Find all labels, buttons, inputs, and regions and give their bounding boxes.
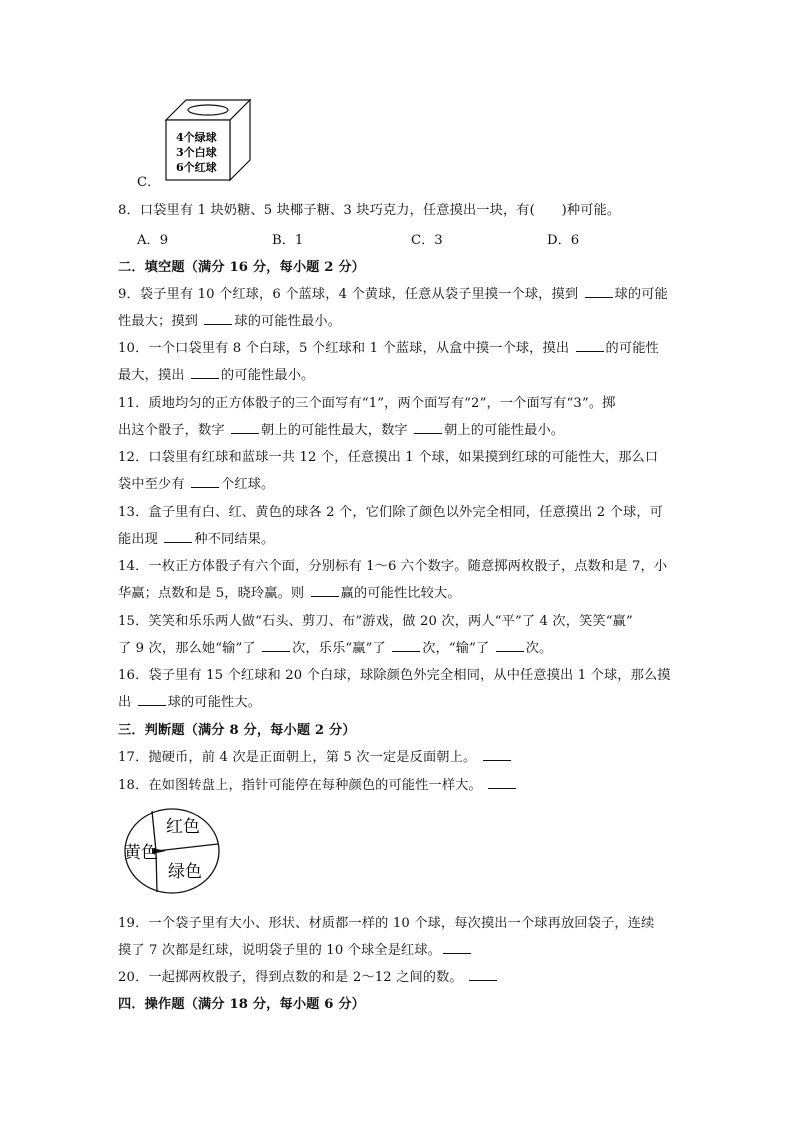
- q10-blank-2[interactable]: [191, 366, 219, 379]
- section-2-title: 二．填空题（满分 16 分，每小题 2 分）: [118, 260, 366, 275]
- q13-line-1: 13．盒子里有白、红、黄色的球各 2 个，它们除了颜色以外完全相同，任意摸出 2 个球，可: [118, 505, 664, 520]
- q8-option-a: A．9: [137, 233, 169, 248]
- q12-blank[interactable]: [191, 475, 219, 488]
- q9-line-1: 9．袋子里有 10 个红球，6 个蓝球，4 个黄球，任意从袋子里摸一个球，摸到 球的可能: [118, 287, 668, 302]
- q20-blank[interactable]: [469, 968, 497, 981]
- q14-line-2: 华赢；点数和是 5，晓玲赢。则 赢的可能性比较大。: [118, 586, 461, 601]
- q19-line-2: 摸了 7 次都是红球，说明袋子里的 10 个球全是红球。: [118, 939, 473, 958]
- box-line-2: 3个白球: [176, 146, 217, 159]
- spinner-label-red: 红色: [166, 817, 200, 837]
- q18-blank[interactable]: [488, 776, 516, 789]
- q8-text: 8．口袋里有 1 块奶糖、5 块椰子糖、3 块巧克力，任意摸出一块，有( )种可能。: [118, 203, 621, 218]
- q20-line: 20．一起掷两枚骰子，得到点数的和是 2～12 之间的数。: [118, 966, 499, 985]
- q15-line-1: 15．笑笑和乐乐两人做“石头、剪刀、布”游戏，做 20 次，两人“平”了 4 次，笑笑“赢”: [118, 614, 633, 629]
- q8-option-d: D．6: [547, 233, 580, 248]
- q16-blank[interactable]: [138, 693, 166, 706]
- q18-line: 18．在如图转盘上，指针可能停在每种颜色的可能性一样大。: [118, 774, 518, 793]
- q17-blank[interactable]: [483, 748, 511, 761]
- q11-blank-1[interactable]: [231, 421, 259, 434]
- q15-blank-3[interactable]: [496, 639, 524, 652]
- q16-line-1: 16．袋子里有 15 个红球和 20 个白球，球除颜色外完全相同，从中任意摸出 1 个球，那么摸: [118, 668, 671, 683]
- q13-blank[interactable]: [164, 530, 192, 543]
- q15-blank-2[interactable]: [392, 639, 420, 652]
- q9-line-2: 性最大；摸到 球的可能性最小。: [118, 314, 342, 329]
- q14-blank[interactable]: [311, 584, 339, 597]
- spinner-label-green: 绿色: [168, 862, 202, 882]
- q9-blank-1[interactable]: [585, 285, 613, 298]
- q15-blank-1[interactable]: [262, 639, 290, 652]
- q17-line: 17．抛硬币，前 4 次是正面朝上，第 5 次一定是反面朝上。: [118, 746, 513, 765]
- q12-line-1: 12．口袋里有红球和蓝球一共 12 个，任意摸出 1 个球，如果摸到红球的可能性大，那么口: [118, 450, 659, 465]
- q16-line-2: 出 球的可能性大。: [118, 695, 262, 710]
- q11-blank-2[interactable]: [414, 421, 442, 434]
- ball-box-illustration: [160, 98, 254, 184]
- spinner-label-yellow: 黄色: [124, 843, 158, 863]
- q14-line-1: 14．一枚正方体骰子有六个面，分别标有 1～6 六个数字。随意掷两枚骰子，点数和是 7，小: [118, 559, 668, 574]
- spinner-diagram: [120, 804, 224, 898]
- q10-line-2: 最大，摸出 的可能性最小。: [118, 368, 315, 383]
- q13-line-2: 能出现 种不同结果。: [118, 532, 275, 547]
- q8-option-b: B．1: [272, 233, 304, 248]
- q10-line-1: 10．一个口袋里有 8 个白球，5 个红球和 1 个蓝球，从盒中摸一个球，摸出 的可能性: [118, 341, 659, 356]
- section-4-title: 四．操作题（满分 18 分，每小题 6 分）: [118, 997, 366, 1012]
- q7-option-c-label: C．: [137, 175, 161, 190]
- q9-blank-2[interactable]: [204, 312, 232, 325]
- q12-line-2: 袋中至少有 个红球。: [118, 477, 275, 492]
- q15-line-2: 了 9 次，那么她“输”了 次，乐乐“赢”了 次，“输”了 次。: [118, 641, 553, 656]
- q19-line-1: 19．一个袋子里有大小、形状、材质都一样的 10 个球，每次摸出一个球再放回袋子，连续: [118, 916, 655, 931]
- q10-blank-1[interactable]: [576, 339, 604, 352]
- box-line-1: 4个绿球: [176, 131, 217, 144]
- q11-line-2: 出这个骰子，数字 朝上的可能性最大，数字 朝上的可能性最小。: [118, 423, 565, 438]
- section-3-title: 三．判断题（满分 8 分，每小题 2 分）: [118, 723, 356, 738]
- q8-option-c: C．3: [411, 233, 443, 248]
- q19-blank[interactable]: [443, 941, 471, 954]
- q11-line-1: 11．质地均匀的正方体骰子的三个面写有“1”，两个面写有“2”，一个面写有“3”。掷: [118, 396, 616, 411]
- box-line-3: 6个红球: [176, 161, 217, 174]
